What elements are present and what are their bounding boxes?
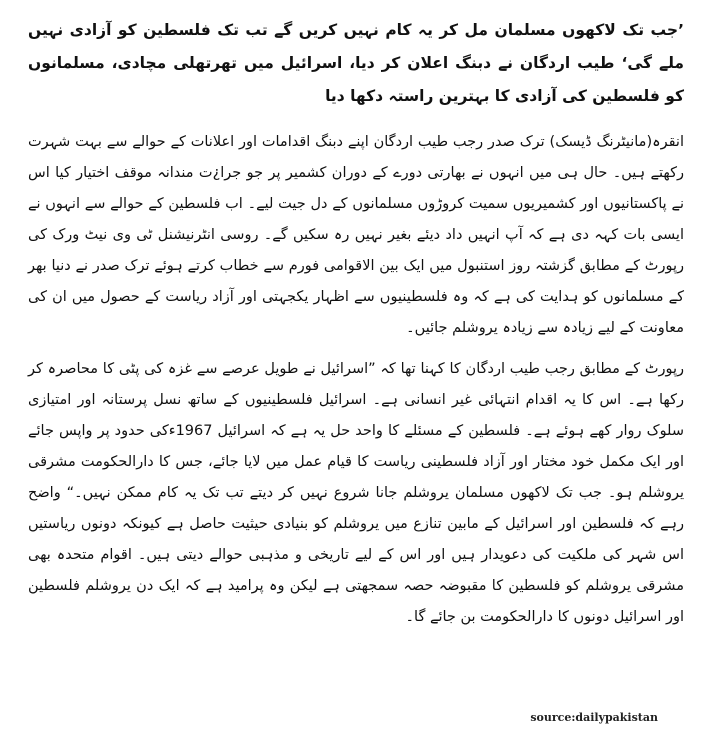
article-paragraph-2: رپورٹ کے مطابق رجب طیب اردگان کا کہنا تھا کہ ”اسرائیل نے طویل عرصے سے غزہ کی پٹی کا محاصرہ کر رکھا ہے۔ اس کا یہ اقدام انتہائی غیر انسانی ہے۔ اسرائیل فلسطینیوں کے ساتھ نسل پرستانہ اور امتیازی سلوک روار کھے ہوئے ہے۔ فلسطین کے مسئلے کا واحد حل یہ ہے کہ اسرائیل 1967ءکی حدود پر واپس جائے اور ایک مکمل خود مختار اور آزاد فلسطینی ریاست کا قیام عمل میں لایا جائے، جس کا دارالحکومت مشرقی یروشلم ہو۔ جب تک لاکھوں مسلمان یروشلم جانا شروع نہیں کر دیتے تب تک یہ کام ممکن نہیں۔“ واضح رہے کہ فلسطین اور اسرائیل کے مابین تنازع میں یروشلم کو بنیادی حیثیت حاصل ہے کیونکہ دونوں ریاستیں اس شہر کی ملکیت کی دعویدار ہیں اور اس کے لیے تاریخی و مذہبی حوالے دیتی ہیں۔ اقوام متحدہ بھی مشرقی یروشلم کو فلسطین کا مقبوضہ حصہ سمجھتی ہے لیکن وہ پرامید ہے کہ ایک دن یروشلم فلسطین اور اسرائیل دونوں کا دارالحکومت بن جائے گا۔ [28, 361, 685, 625]
news-article [28, 14, 684, 643]
article-headline: ’جب تک لاکھوں مسلمان مل کر یہ کام نہیں کریں گے تب تک فلسطین کو آزادی نہیں ملے گی‘ طیب اردگان نے دبنگ اعلان کر دیا، اسرائیل میں تھرتھلی مچادی، مسلمانوں کو فلسطین کی آزادی کا بہترین راستہ دکھا دیا [28, 21, 684, 105]
article-paragraph-1: انقرہ(مانیٹرنگ ڈیسک) ترک صدر رجب طیب اردگان اپنے دبنگ اقدامات اور اعلانات کے حوالے سے بہت شہرت رکھتے ہیں۔ حال ہی میں انہوں نے بھارتی دورے کے دوران کشمیر پر جو جرا¿ت مندانہ موقف اختیار کیا اس نے پاکستانیوں اور کشمیریوں سمیت کروڑوں مسلمانوں کے دل جیت لیے۔ اب فلسطین کے حوالے سے انہوں نے ایسی بات کہہ دی ہے کہ آپ انہیں داد دیئے بغیر نہیں رہ سکیں گے۔ روسی انٹرنیشنل ٹی وی نیٹ ورک کی رپورٹ کے مطابق گزشتہ روز استنبول میں ایک بین الاقوامی فورم سے خطاب کرتے ہوئے ترک صدر نے دنیا بھر کے مسلمانوں کو ہدایت کی ہے کہ وہ فلسطینیوں سے اظہار یکجہتی اور آزاد ریاست کے حصول میں ان کی معاونت کے لیے زیادہ سے زیادہ یروشلم جائیں۔ [28, 134, 684, 336]
source-credit: source:dailypakistan [530, 711, 658, 724]
